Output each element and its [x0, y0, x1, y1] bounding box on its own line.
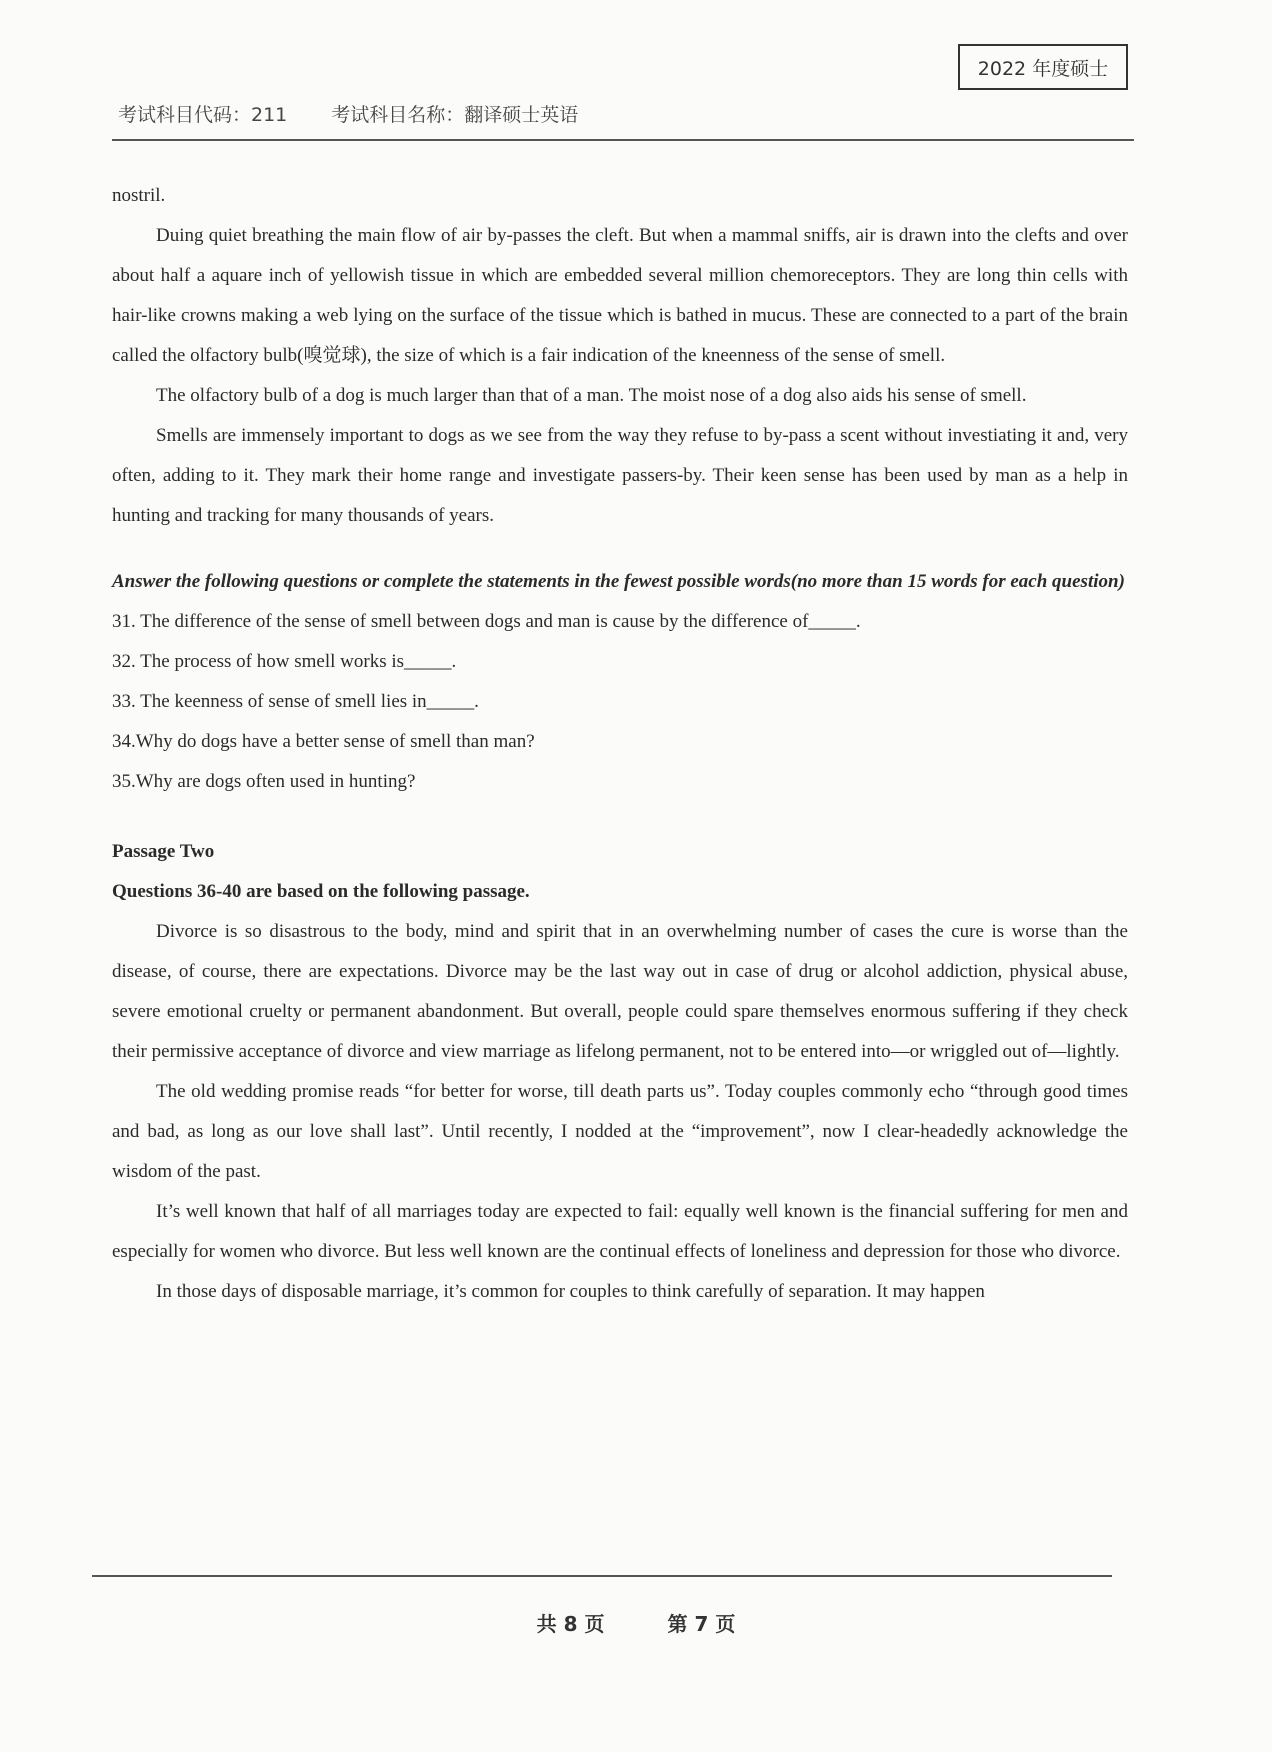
current-page: 第 7 页 [667, 1612, 736, 1636]
passage-subtitle: Questions 36-40 are based on the following passage. [112, 881, 530, 902]
subject-name: 考试科目名称：翻译硕士英语 [331, 104, 579, 126]
question-instructions: Answer the following questions or complete the statements in the fewest possible words(no more than 15 words for each question) [112, 571, 1125, 592]
subject-code: 考试科目代码：211 [118, 104, 288, 126]
page-content [112, 176, 1128, 1312]
footer-divider [92, 1575, 1112, 1577]
paragraph: In those days of disposable marriage, it’s common for couples to think carefully of separation. It may happen [156, 1281, 985, 1302]
year-label-box [958, 44, 1128, 90]
paragraph: Duing quiet breathing the main flow of air by-passes the cleft. But when a mammal sniffs, air is drawn into the clefts and over about half a aquare inch of yellowish tissue in which are embedded several million chemoreceptors. They are long thin cells with hair-like crowns making a web lying on the surface of the tissue which is bathed in mucus. These are connected to a part of the brain called the olfactory bulb(嗅觉球), the size of which is a fair indication of the kneenness of the sense of smell. [112, 225, 1128, 366]
total-pages: 共 8 页 [536, 1612, 605, 1636]
paragraph: The olfactory bulb of a dog is much larger than that of a man. The moist nose of a dog also aids his sense of smell. [156, 385, 1027, 406]
question-33: 33. The keenness of sense of smell lies in_____. [112, 691, 479, 712]
passage-title: Passage Two [112, 841, 215, 862]
paragraph: Smells are immensely important to dogs as we see from the way they refuse to by-pass a scent without investiating it and, very often, adding to it. They mark their home range and investigate passers-by. Their keen sense has been used by man as a help in hunting and tracking for many thousands of years. [112, 425, 1128, 526]
question-31: 31. The difference of the sense of smell between dogs and man is cause by the difference of_____. [112, 611, 861, 632]
question-35: 35.Why are dogs often used in hunting? [112, 771, 416, 792]
header-divider [112, 139, 1134, 141]
paragraph: Divorce is so disastrous to the body, mind and spirit that in an overwhelming number of cases the cure is worse than the disease, of course, there are expectations. Divorce may be the last way out in case of drug or alcohol addiction, physical abuse, severe emotional cruelty or permanent abandonment. But overall, people could spare themselves enormous suffering if they check their permissive acceptance of divorce and view marriage as lifelong permanent, not to be entered into—or wriggled out of—lightly. [112, 921, 1128, 1062]
paragraph-fragment: nostril. [112, 185, 166, 206]
paragraph: It’s well known that half of all marriages today are expected to fail: equally well known is the financial suffering for men and especially for women who divorce. But less well known are the continual effects of loneliness and depression for those who divorce. [112, 1201, 1128, 1262]
year-label: 2022 年度硕士 [977, 57, 1109, 80]
exam-header [118, 100, 578, 127]
question-34: 34.Why do dogs have a better sense of smell than man? [112, 731, 535, 752]
paragraph: The old wedding promise reads “for better for worse, till death parts us”. Today couples commonly echo “through good times and bad, as long as our love shall last”. Until recently, I nodded at the “improvement”, now I clear-headedly acknowledge the wisdom of the past. [112, 1081, 1128, 1182]
question-32: 32. The process of how smell works is_____. [112, 651, 457, 672]
page-footer [0, 1608, 1272, 1637]
